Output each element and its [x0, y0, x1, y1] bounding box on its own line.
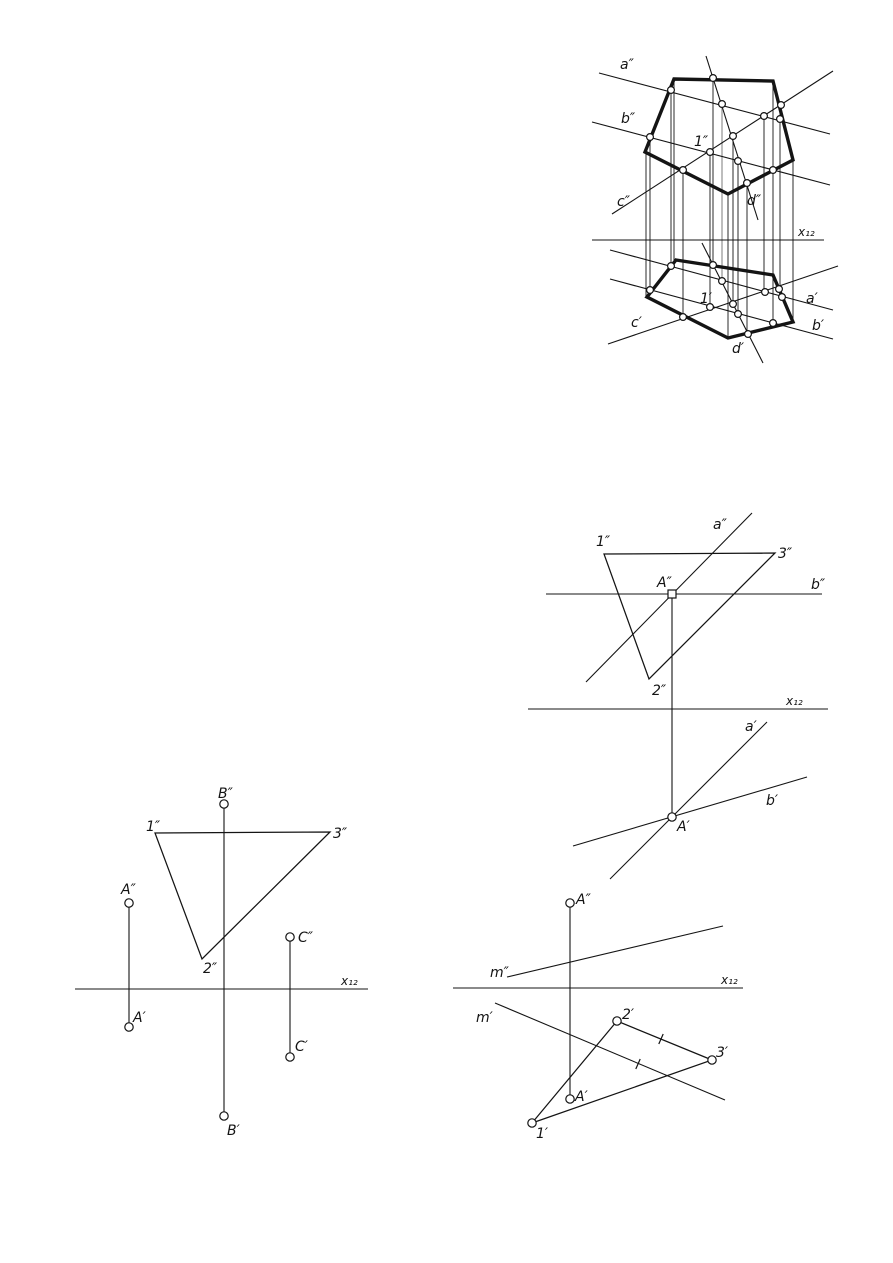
- point-marker: [125, 1023, 133, 1031]
- fig-triangle-points-abc: [75, 786, 368, 1139]
- point-marker: [710, 262, 717, 269]
- point-marker: [528, 1119, 536, 1127]
- label-A1: A′: [677, 819, 690, 835]
- label-12: 1″: [146, 819, 161, 835]
- label-C2: C″: [298, 930, 314, 946]
- label-A2: A″: [576, 892, 591, 908]
- point-marker: [708, 1056, 716, 1064]
- line-m-dblprime: [507, 926, 723, 977]
- label-A2: A″: [121, 882, 136, 898]
- fig-pentagon-two-views: [592, 56, 838, 363]
- label-b1: b′: [812, 318, 825, 334]
- fig-triangle-line-m: [453, 892, 743, 1142]
- label-b2: b″: [811, 577, 826, 593]
- point-marker: [719, 101, 726, 108]
- label-32: 3″: [333, 826, 348, 842]
- label-12: 1″: [694, 134, 709, 150]
- label-A1: A′: [575, 1089, 588, 1105]
- label-d2: d″: [747, 193, 762, 209]
- label-B1: B′: [227, 1123, 240, 1139]
- label-22: 2″: [652, 683, 667, 699]
- point-marker: [770, 320, 777, 327]
- point-marker-square: [668, 590, 676, 598]
- label-a1: a′: [806, 291, 818, 307]
- label-a2: a″: [713, 517, 727, 533]
- label-a1: a′: [745, 719, 757, 735]
- point-marker: [566, 899, 574, 907]
- point-marker: [668, 87, 675, 94]
- label-B2: B″: [218, 786, 233, 802]
- triangle-outline: [532, 1021, 712, 1123]
- point-marker: [776, 286, 783, 293]
- label-A1: A′: [133, 1010, 146, 1026]
- label-C1: C′: [295, 1039, 308, 1055]
- label-x12: x₁₂: [341, 974, 358, 988]
- line-b-prime: [610, 279, 833, 339]
- point-marker: [777, 116, 784, 123]
- label-22: 2″: [203, 961, 218, 977]
- point-marker: [735, 158, 742, 165]
- point-marker: [286, 1053, 294, 1061]
- point-marker: [668, 813, 676, 821]
- point-marker: [680, 314, 687, 321]
- label-m1: m′: [476, 1010, 493, 1026]
- label-21: 2′: [622, 1007, 635, 1023]
- point-marker: [730, 301, 737, 308]
- point-marker: [286, 933, 294, 941]
- label-x12: x₁₂: [786, 694, 803, 708]
- fig-triangle-lines-ab: [528, 513, 828, 879]
- label-31: 3′: [716, 1045, 729, 1061]
- triangle-outline: [604, 553, 775, 679]
- point-marker: [730, 133, 737, 140]
- point-marker: [761, 113, 768, 120]
- point-marker: [220, 1112, 228, 1120]
- point-marker: [762, 289, 769, 296]
- label-12: 1″: [596, 534, 611, 550]
- point-marker: [566, 1095, 574, 1103]
- point-marker: [710, 75, 717, 82]
- point-marker: [744, 180, 751, 187]
- point-marker: [647, 287, 654, 294]
- point-marker: [613, 1017, 621, 1025]
- point-marker: [125, 899, 133, 907]
- point-marker: [647, 134, 654, 141]
- point-marker: [719, 278, 726, 285]
- point-marker: [778, 102, 785, 109]
- label-b2: b″: [621, 111, 636, 127]
- label-d1: d′: [732, 341, 745, 357]
- label-m2: m″: [490, 965, 509, 981]
- point-marker: [668, 263, 675, 270]
- point-marker: [680, 167, 687, 174]
- point-marker: [779, 294, 786, 301]
- label-c1: c′: [631, 315, 642, 331]
- label-a2: a″: [620, 57, 634, 73]
- point-marker: [745, 331, 752, 338]
- label-A2: A″: [657, 575, 672, 591]
- point-marker: [735, 311, 742, 318]
- label-x12: x₁₂: [721, 973, 738, 987]
- label-11: 1′: [700, 291, 713, 307]
- line-a-prime: [610, 722, 767, 879]
- label-c2: c″: [617, 194, 630, 210]
- label-x12: x₁₂: [798, 225, 815, 239]
- label-32: 3″: [778, 546, 793, 562]
- line-b-prime: [573, 777, 807, 846]
- label-b1: b′: [766, 793, 779, 809]
- label-11: 1′: [536, 1126, 549, 1142]
- point-marker: [770, 167, 777, 174]
